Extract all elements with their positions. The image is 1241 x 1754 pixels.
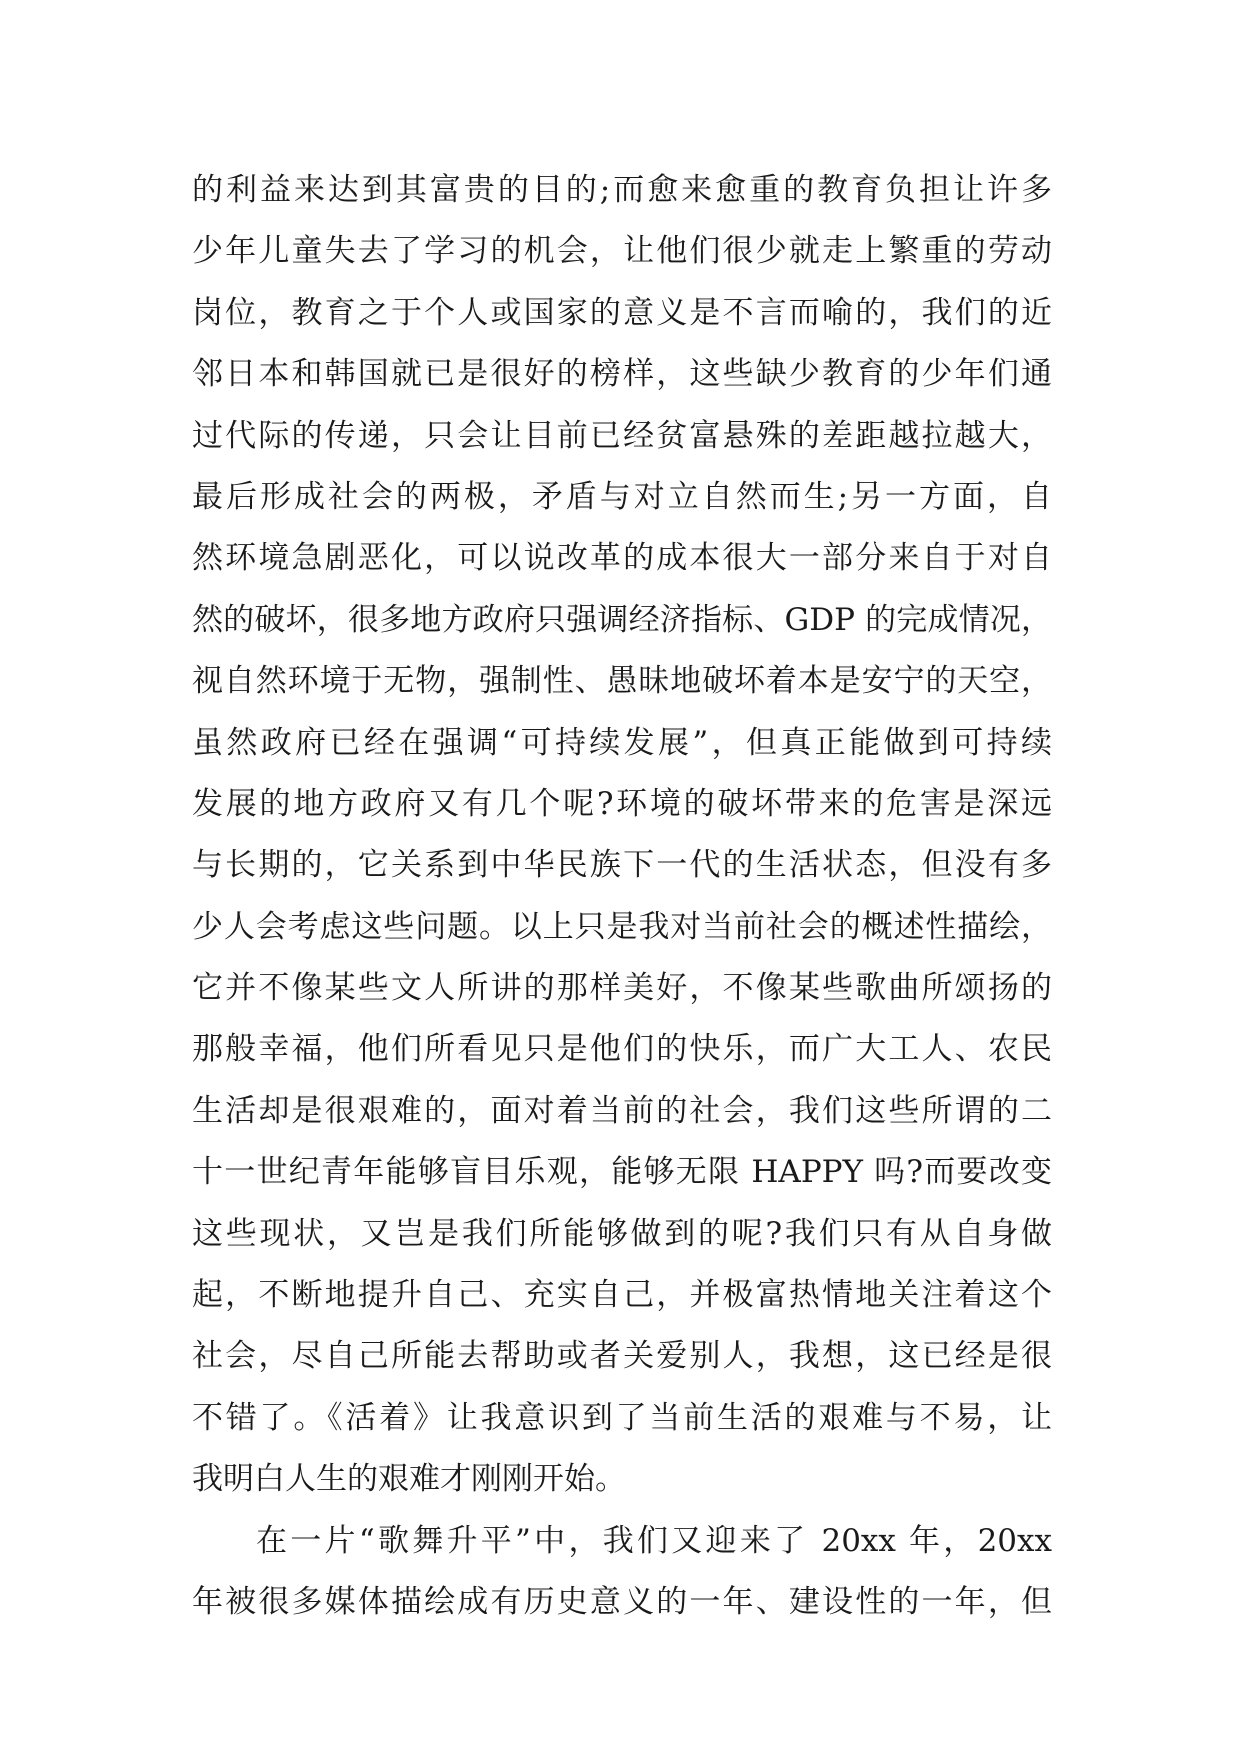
text-line: 最后形成社会的两极，矛盾与对立自然而生;另一方面，自	[192, 478, 1052, 515]
text-line: 起，不断地提升自己、充实自己，并极富热情地关注着这个	[192, 1277, 1052, 1314]
text-line: 少年儿童失去了学习的机会，让他们很少就走上繁重的劳动	[192, 233, 1052, 270]
text-line: 它并不像某些文人所讲的那样美好，不像某些歌曲所颂扬的	[192, 970, 1052, 1007]
body-text	[192, 160, 1052, 1633]
text-line: 年被很多媒体描绘成有历史意义的一年、建设性的一年，但	[192, 1583, 1052, 1620]
text-line: 邻日本和韩国就已是很好的榜样，这些缺少教育的少年们通	[192, 356, 1052, 393]
paragraph-end-line: 我明白人生的艰难才刚刚开始。	[192, 1461, 626, 1498]
text-line: 岗位，教育之于个人或国家的意义是不言而喻的，我们的近	[192, 294, 1052, 331]
paragraph-start-line: 在一片“歌舞升平”中，我们又迎来了 20xx 年，20xx	[256, 1522, 1052, 1559]
text-line: 虽然政府已经在强调“可持续发展”，但真正能做到可持续	[192, 724, 1052, 761]
text-line: 然的破坏，很多地方政府只强调经济指标、GDP 的完成情况，	[192, 601, 1052, 638]
text-line: 社会，尽自己所能去帮助或者关爱别人，我想，这已经是很	[192, 1338, 1052, 1375]
text-line: 与长期的，它关系到中华民族下一代的生活状态，但没有多	[192, 847, 1052, 884]
text-line: 然环境急剧恶化，可以说改革的成本很大一部分来自于对自	[192, 540, 1052, 577]
text-line: 生活却是很艰难的，面对着当前的社会，我们这些所谓的二	[192, 1092, 1052, 1129]
text-line: 视自然环境于无物，强制性、愚昧地破坏着本是安宁的天空，	[192, 663, 1052, 700]
text-line: 发展的地方政府又有几个呢?环境的破坏带来的危害是深远	[192, 785, 1052, 822]
text-line: 的利益来达到其富贵的目的;而愈来愈重的教育负担让许多	[192, 172, 1052, 208]
text-line: 不错了。《活着》让我意识到了当前生活的艰难与不易，让	[192, 1399, 1052, 1436]
text-line: 那般幸福，他们所看见只是他们的快乐，而广大工人、农民	[192, 1031, 1052, 1068]
text-line: 这些现状，又岂是我们所能够做到的呢?我们只有从自身做	[192, 1215, 1052, 1252]
text-line: 十一世纪青年能够盲目乐观，能够无限 HAPPY 吗?而要改变	[192, 1154, 1052, 1191]
text-line: 少人会考虑这些问题。以上只是我对当前社会的概述性描绘，	[192, 908, 1052, 945]
text-line: 过代际的传递，只会让目前已经贫富悬殊的差距越拉越大，	[192, 417, 1052, 454]
